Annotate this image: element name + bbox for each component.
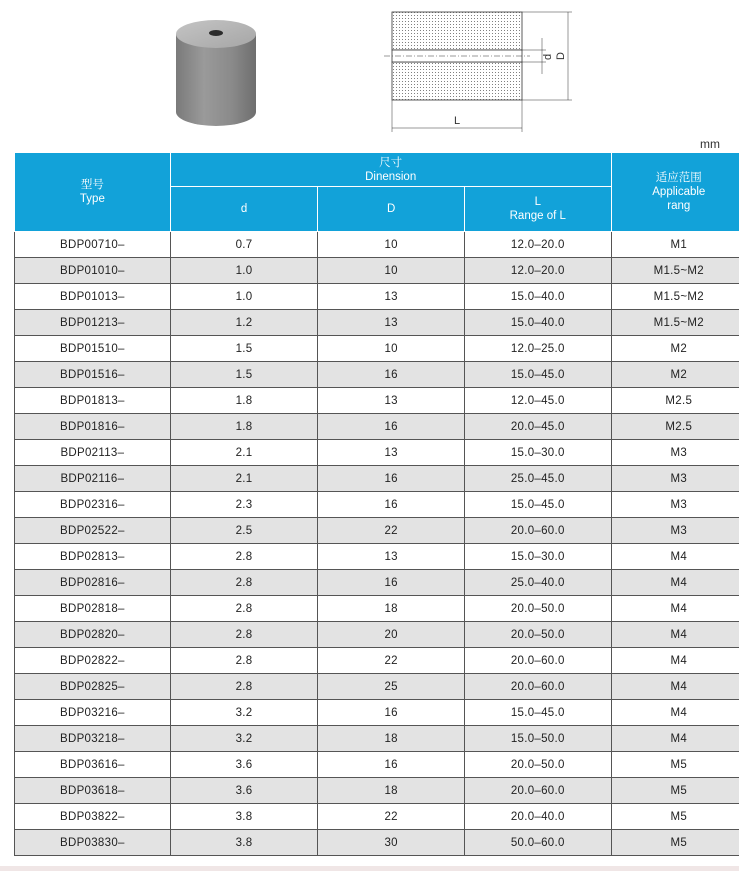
cell-L: 12.0–25.0 [464, 336, 611, 362]
cell-d: 3.6 [170, 752, 318, 778]
cell-d: 1.8 [170, 414, 318, 440]
cell-D: 10 [318, 336, 465, 362]
cell-d: 2.1 [170, 466, 318, 492]
cell-D: 20 [318, 622, 465, 648]
cell-D: 22 [318, 518, 465, 544]
header-D: D [318, 187, 465, 232]
header-L-line2: Range of L [509, 210, 566, 222]
cell-d: 2.8 [170, 544, 318, 570]
cell-D: 13 [318, 388, 465, 414]
cell-type: BDP02813– [15, 544, 171, 570]
cell-applicable: M2.5 [611, 388, 739, 414]
cell-L: 20.0–60.0 [464, 648, 611, 674]
cell-D: 13 [318, 310, 465, 336]
cell-L: 20.0–60.0 [464, 674, 611, 700]
cell-applicable: M3 [611, 518, 739, 544]
table-row [15, 284, 739, 310]
header-L-line1: L [534, 196, 541, 208]
cell-D: 13 [318, 544, 465, 570]
cell-L: 12.0–20.0 [464, 258, 611, 284]
table-row [15, 674, 739, 700]
unit-label: mm [700, 137, 720, 151]
cell-applicable: M2 [611, 336, 739, 362]
cell-L: 20.0–50.0 [464, 752, 611, 778]
table-row [15, 362, 739, 388]
cell-D: 16 [318, 362, 465, 388]
cell-d: 0.7 [170, 232, 318, 258]
cell-D: 22 [318, 648, 465, 674]
cell-type: BDP02316– [15, 492, 171, 518]
header-applicable-cn: 适应范围 [655, 172, 702, 184]
cell-d: 1.0 [170, 258, 318, 284]
cell-L: 15.0–40.0 [464, 284, 611, 310]
cell-d: 3.2 [170, 726, 318, 752]
cell-type: BDP01813– [15, 388, 171, 414]
cell-applicable: M3 [611, 440, 739, 466]
cell-d: 3.8 [170, 830, 318, 856]
cell-applicable: M4 [611, 674, 739, 700]
cell-type: BDP01510– [15, 336, 171, 362]
cell-type: BDP03618– [15, 778, 171, 804]
drawing-label-L: L [454, 115, 461, 127]
table-row [15, 544, 739, 570]
cell-D: 22 [318, 804, 465, 830]
cell-L: 50.0–60.0 [464, 830, 611, 856]
table-row [15, 310, 739, 336]
header-dimension-cn: 尺寸 [379, 156, 403, 169]
table-row [15, 830, 739, 856]
cell-applicable: M4 [611, 570, 739, 596]
cell-applicable: M5 [611, 830, 739, 856]
table-row [15, 414, 739, 440]
cell-d: 2.8 [170, 674, 318, 700]
cell-type: BDP01213– [15, 310, 171, 336]
header-applicable [611, 153, 739, 232]
cell-d: 2.8 [170, 622, 318, 648]
cell-L: 15.0–30.0 [464, 440, 611, 466]
table-row [15, 726, 739, 752]
cell-D: 18 [318, 778, 465, 804]
cell-applicable: M1.5~M2 [611, 284, 739, 310]
cell-d: 1.0 [170, 284, 318, 310]
cell-d: 2.3 [170, 492, 318, 518]
dimension-drawing [380, 8, 580, 136]
cell-applicable: M3 [611, 466, 739, 492]
cell-D: 16 [318, 700, 465, 726]
header-dimension [170, 153, 611, 187]
header-applicable-line1: Applicable [652, 186, 706, 198]
table-row [15, 778, 739, 804]
cell-D: 18 [318, 726, 465, 752]
cell-D: 13 [318, 440, 465, 466]
table-row [15, 622, 739, 648]
cell-d: 1.2 [170, 310, 318, 336]
table-row [15, 336, 739, 362]
drawing-label-d: d [542, 53, 554, 60]
cell-applicable: M3 [611, 492, 739, 518]
cell-type: BDP02816– [15, 570, 171, 596]
cell-D: 10 [318, 232, 465, 258]
header-type-cn: 型号 [80, 179, 104, 191]
cell-L: 15.0–30.0 [464, 544, 611, 570]
cell-type: BDP02820– [15, 622, 171, 648]
cell-d: 1.5 [170, 336, 318, 362]
cell-applicable: M4 [611, 622, 739, 648]
cell-D: 10 [318, 258, 465, 284]
cell-L: 20.0–60.0 [464, 778, 611, 804]
cell-type: BDP01516– [15, 362, 171, 388]
table-row [15, 752, 739, 778]
cell-type: BDP02113– [15, 440, 171, 466]
cell-L: 20.0–45.0 [464, 414, 611, 440]
cell-applicable: M1.5~M2 [611, 310, 739, 336]
table-row [15, 388, 739, 414]
cell-D: 16 [318, 414, 465, 440]
cell-D: 13 [318, 284, 465, 310]
table-row [15, 258, 739, 284]
cell-L: 15.0–50.0 [464, 726, 611, 752]
cell-D: 16 [318, 570, 465, 596]
cell-applicable: M1.5~M2 [611, 258, 739, 284]
cell-applicable: M5 [611, 752, 739, 778]
cell-d: 2.1 [170, 440, 318, 466]
cell-type: BDP03822– [15, 804, 171, 830]
cell-d: 2.5 [170, 518, 318, 544]
header-d: d [170, 187, 318, 232]
cell-L: 20.0–50.0 [464, 622, 611, 648]
cell-d: 2.8 [170, 570, 318, 596]
cell-L: 12.0–45.0 [464, 388, 611, 414]
cell-applicable: M1 [611, 232, 739, 258]
cell-d: 3.2 [170, 700, 318, 726]
cell-type: BDP03830– [15, 830, 171, 856]
cell-L: 12.0–20.0 [464, 232, 611, 258]
cell-applicable: M4 [611, 700, 739, 726]
cell-D: 30 [318, 830, 465, 856]
cell-d: 1.5 [170, 362, 318, 388]
cell-d: 3.8 [170, 804, 318, 830]
blank-product-image [172, 12, 260, 130]
spec-table [14, 152, 739, 856]
cell-L: 15.0–45.0 [464, 700, 611, 726]
cell-type: BDP03216– [15, 700, 171, 726]
table-row [15, 804, 739, 830]
cell-type: BDP00710– [15, 232, 171, 258]
cell-L: 15.0–45.0 [464, 492, 611, 518]
cell-applicable: M4 [611, 596, 739, 622]
table-row [15, 440, 739, 466]
table-row [15, 492, 739, 518]
cell-d: 2.8 [170, 648, 318, 674]
cell-type: BDP01013– [15, 284, 171, 310]
table-row [15, 570, 739, 596]
table-row [15, 648, 739, 674]
cell-applicable: M4 [611, 544, 739, 570]
cell-D: 16 [318, 752, 465, 778]
table-row [15, 700, 739, 726]
cell-applicable: M4 [611, 648, 739, 674]
cell-applicable: M2.5 [611, 414, 739, 440]
cell-type: BDP01816– [15, 414, 171, 440]
cell-applicable: M5 [611, 804, 739, 830]
cell-type: BDP03616– [15, 752, 171, 778]
cell-D: 25 [318, 674, 465, 700]
cell-L: 15.0–40.0 [464, 310, 611, 336]
header-applicable-line2: rang [667, 200, 691, 212]
header-type [15, 153, 171, 232]
header-L [464, 187, 611, 232]
header-dimension-en: Dinension [365, 170, 417, 183]
cell-type: BDP02522– [15, 518, 171, 544]
cell-L: 20.0–60.0 [464, 518, 611, 544]
cell-applicable: M4 [611, 726, 739, 752]
cell-d: 1.8 [170, 388, 318, 414]
cell-L: 25.0–45.0 [464, 466, 611, 492]
cell-type: BDP02116– [15, 466, 171, 492]
cell-D: 16 [318, 466, 465, 492]
cell-L: 15.0–45.0 [464, 362, 611, 388]
table-row [15, 232, 739, 258]
cell-type: BDP02825– [15, 674, 171, 700]
page-bottom-strip [0, 866, 739, 871]
cell-type: BDP03218– [15, 726, 171, 752]
drawing-label-D: D [555, 52, 567, 60]
cell-applicable: M2 [611, 362, 739, 388]
cell-type: BDP02822– [15, 648, 171, 674]
cell-L: 25.0–40.0 [464, 570, 611, 596]
cell-D: 18 [318, 596, 465, 622]
cell-type: BDP02818– [15, 596, 171, 622]
cell-d: 2.8 [170, 596, 318, 622]
cell-L: 20.0–40.0 [464, 804, 611, 830]
cell-d: 3.6 [170, 778, 318, 804]
cell-L: 20.0–50.0 [464, 596, 611, 622]
table-row [15, 596, 739, 622]
cell-D: 16 [318, 492, 465, 518]
header-type-en: Type [79, 193, 105, 205]
cell-type: BDP01010– [15, 258, 171, 284]
table-row [15, 466, 739, 492]
cell-applicable: M5 [611, 778, 739, 804]
table-row [15, 518, 739, 544]
